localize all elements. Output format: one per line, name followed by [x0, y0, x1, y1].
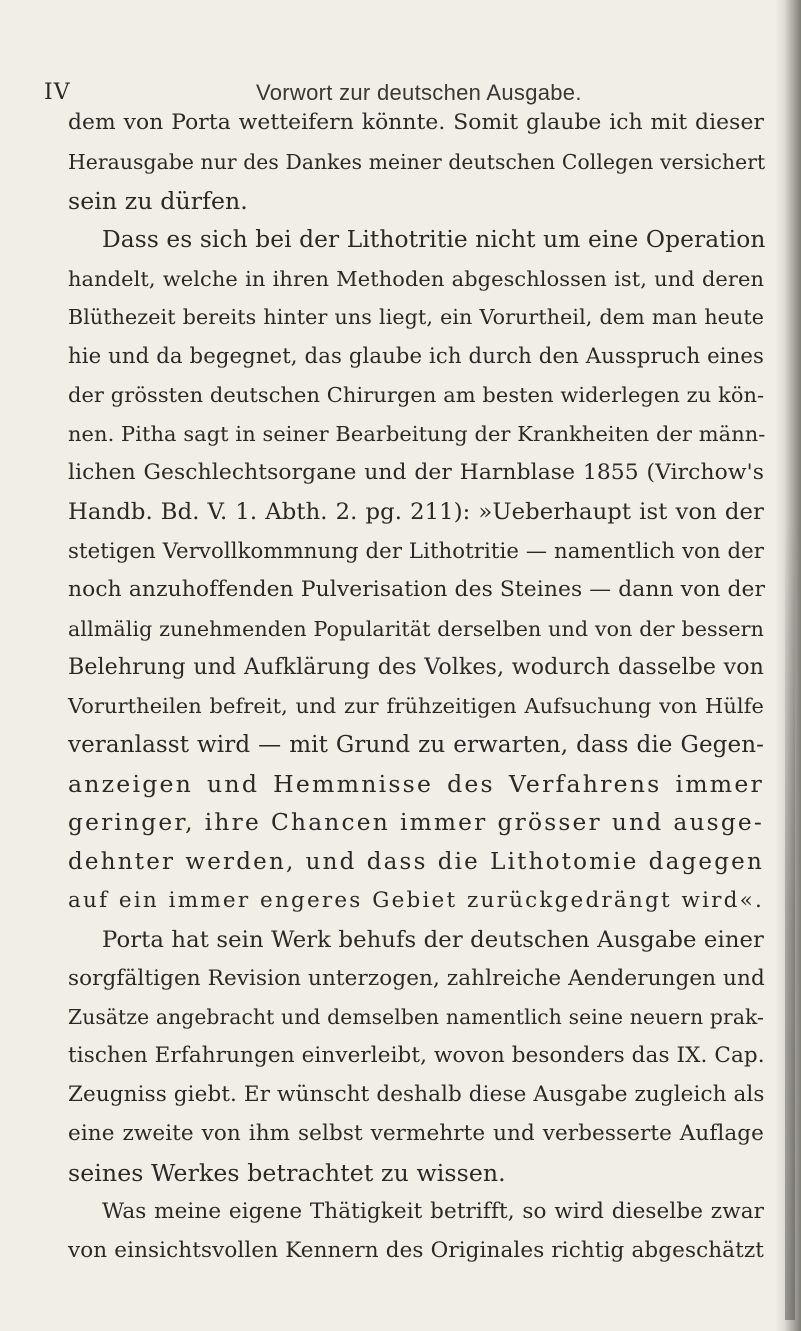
text-line: hie und da begegnet, das glaube ich durch den Ausspruch eines: [68, 343, 764, 369]
text-line: nen. Pitha sagt in seiner Bearbeitung der Krankheiten der männ-: [68, 422, 766, 447]
text-line: Belehrung und Aufklärung des Volkes, wodurch dasselbe von: [68, 654, 764, 681]
text-line: Herausgabe nur des Dankes meiner deutschen Collegen versichert: [68, 149, 766, 174]
text-line: der grössten deutschen Chirurgen am besten widerlegen zu kön-: [68, 383, 765, 408]
text-line: von einsichtsvollen Kennern des Originales richtig abgeschätzt: [68, 1237, 764, 1263]
text-line: Vorurtheilen befreit, und zur frühzeitigen Aufsuchung von Hülfe: [68, 694, 764, 719]
text-line: Zeugniss giebt. Er wünscht deshalb diese Ausgabe zugleich als: [68, 1082, 765, 1108]
text-line: lichen Geschlechtsorgane und der Harnblase 1855 (Virchow's: [68, 460, 764, 486]
text-line: noch anzuhoffenden Pulverisation des Steines — dann von der: [68, 576, 766, 602]
text-line: veranlasst wird — mit Grund zu erwarten, dass die Gegen-: [68, 732, 764, 759]
text-line: handelt, welche in ihren Methoden abgeschlossen ist, und deren: [68, 266, 764, 291]
text-line: sein zu dürfen.: [68, 186, 248, 215]
text-line-spaced: auf ein immer engeres Gebiet zurückgedrängt wird«.: [68, 887, 764, 913]
running-head: Vorwort zur deutschen Ausgabe.: [256, 80, 582, 105]
body-text: [68, 104, 764, 1271]
text-line-spaced: geringer, ihre Chancen immer grösser und ausge-: [68, 809, 764, 837]
text-line: tischen Erfahrungen einverleibt, wovon besonders das IX. Cap.: [68, 1043, 765, 1069]
text-line: Zusätze angebracht und demselben namentlich seine neuern prak-: [68, 1005, 764, 1030]
text-line: dem von Porta wetteifern könnte. Somit glaube ich mit dieser: [68, 110, 764, 135]
text-line: seines Werkes betrachtet zu wissen.: [68, 1159, 506, 1188]
text-line: Blüthezeit bereits hinter uns liegt, ein Vorurtheil, dem man heute: [68, 305, 764, 330]
page-edge-shadow-lower: [785, 520, 795, 1320]
page-number: IV: [44, 80, 71, 105]
text-line: stetigen Vervollkommnung der Lithotritie — namentlich von der: [68, 537, 764, 563]
text-line: sorgfältigen Revision unterzogen, zahlreiche Aenderungen und: [68, 965, 765, 991]
page-header: [0, 50, 801, 105]
text-line: Dass es sich bei der Lithotritie nicht um eine Operation: [102, 225, 766, 253]
text-line-spaced: anzeigen und Hemmnisse des Verfahrens immer: [68, 770, 764, 799]
text-line: Handb. Bd. V. 1. Abth. 2. pg. 211): »Ueberhaupt ist von der: [68, 498, 764, 525]
text-line: Porta hat sein Werk behufs der deutschen Ausgabe einer: [102, 926, 764, 953]
text-line: allmälig zunehmenden Popularität derselben und von der bessern: [68, 616, 764, 641]
text-line: eine zweite von ihm selbst vermehrte und verbesserte Auflage: [68, 1121, 764, 1147]
text-line: Was meine eigene Thätigkeit betrifft, so wird dieselbe zwar: [102, 1198, 764, 1224]
text-line-spaced: dehnter werden, und dass die Lithotomie dagegen: [68, 848, 764, 875]
